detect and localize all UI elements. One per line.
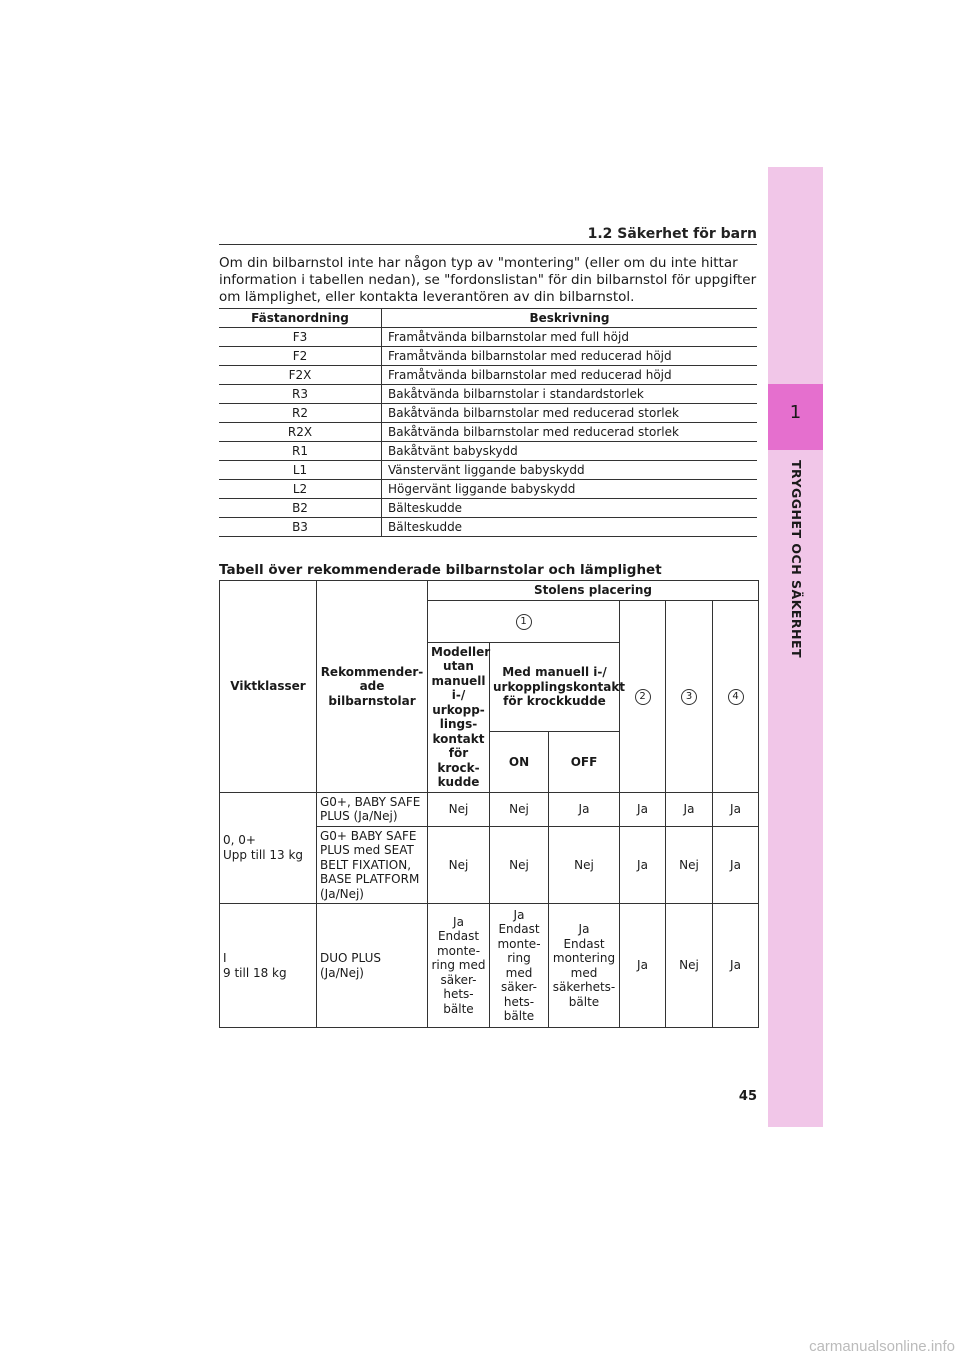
attachment-code: F2X [219,366,382,385]
seat-name: G0+, BABY SAFE PLUS (Ja/Nej) [317,792,428,826]
attachment-code: F3 [219,328,382,347]
value-cell: Ja [620,826,666,904]
attachment-row [219,442,757,461]
value-cell: Ja [713,792,759,826]
attachment-row [219,328,757,347]
attachment-description: Högervänt liggande babyskydd [382,480,758,499]
models-with-switch-header: Med manuell i-/ urkopplingskontakt för krockkudde [490,642,620,732]
value-cell: Nej [666,904,713,1028]
attachment-code: L2 [219,480,382,499]
on-header: ON [490,732,549,792]
value-cell: Nej [428,792,490,826]
value-cell: Ja [713,826,759,904]
value-cell: Ja [666,792,713,826]
watermark: carmanualsonline.info [809,1338,955,1355]
attachment-row [219,423,757,442]
header-rule [219,244,757,245]
off-header: OFF [549,732,620,792]
intro-paragraph: Om din bilbarnstol inte har någon typ av "montering" (eller om du inte hittar information i tabellen nedan), se "fordonslistan" för din bilbarnstol för uppgifter om lämplighet, eller kontakta leverantören av din bilbarnstol. [219,255,757,305]
value-cell: Ja [713,904,759,1028]
position-3-header [666,600,713,792]
models-without-switch-header: Modeller utan manuell i-/ urkopp- lings- kontakt för krock- kudde [428,642,490,792]
attachment-code: R3 [219,385,382,404]
attachment-code: L1 [219,461,382,480]
attachment-description: Bakåtvända bilbarnstolar med reducerad storlek [382,404,758,423]
attachment-code: B3 [219,518,382,537]
attachment-row [219,404,757,423]
attachment-row [219,366,757,385]
value-cell: Nej [490,826,549,904]
attachment-description: Bälteskudde [382,499,758,518]
attachment-code: B2 [219,499,382,518]
value-cell: Ja [620,792,666,826]
position-1-header [428,600,620,642]
attachment-row [219,347,757,366]
table-title: Tabell över rekommenderade bilbarnstolar och lämplighet [219,562,662,578]
position-3-icon: 3 [681,689,697,705]
attachment-row [219,480,757,499]
attachment-description: Framåtvända bilbarnstolar med reducerad höjd [382,347,758,366]
attachment-code: R1 [219,442,382,461]
col-header-weight: Viktklasser [220,581,317,793]
value-cell: Ja [549,792,620,826]
value-cell: Nej [490,792,549,826]
attachment-description: Bakåtvända bilbarnstolar i standardstorlek [382,385,758,404]
position-2-icon: 2 [635,689,651,705]
value-cell: Ja Endast monte- ring med säker- hets- bälte [490,904,549,1028]
attachment-description: Bälteskudde [382,518,758,537]
attachment-description: Framåtvända bilbarnstolar med reducerad höjd [382,366,758,385]
col-header-description: Beskrivning [382,309,758,328]
attachment-description: Bakåtvända bilbarnstolar med reducerad storlek [382,423,758,442]
page-number: 45 [738,1089,757,1104]
attachment-row [219,385,757,404]
section-header: 1.2 Säkerhet för barn [587,226,757,242]
position-2-header [620,600,666,792]
col-header-attachment: Fästanordning [219,309,382,328]
value-cell: Nej [666,826,713,904]
attachment-row [219,518,757,537]
attachment-code: F2 [219,347,382,366]
seat-name: DUO PLUS (Ja/Nej) [317,904,428,1028]
attachment-row [219,499,757,518]
chapter-label: TRYGGHET OCH SÄKERHET [789,460,804,659]
attachment-description: Bakåtvänt babyskydd [382,442,758,461]
col-header-recommended: Rekommender- ade bilbarnstolar [317,581,428,793]
chapter-number: 1 [789,402,802,423]
attachment-description: Framåtvända bilbarnstolar med full höjd [382,328,758,347]
value-cell: Nej [428,826,490,904]
position-1-icon: 1 [516,614,532,630]
col-header-position: Stolens placering [428,581,759,601]
suitability-table [219,580,759,1028]
seat-name: G0+ BABY SAFE PLUS med SEAT BELT FIXATION, BASE PLATFORM (Ja/Nej) [317,826,428,904]
weight-group-0: 0, 0+ Upp till 13 kg [220,792,317,904]
attachment-code: R2X [219,423,382,442]
attachment-table [219,308,757,537]
position-4-header [713,600,759,792]
value-cell: Ja [620,904,666,1028]
value-cell: Ja Endast monte- ring med säker- hets- bälte [428,904,490,1028]
weight-group-1: I 9 till 18 kg [220,904,317,1028]
attachment-description: Vänstervänt liggande babyskydd [382,461,758,480]
value-cell: Nej [549,826,620,904]
attachment-row [219,461,757,480]
position-4-icon: 4 [728,689,744,705]
attachment-code: R2 [219,404,382,423]
value-cell: Ja Endast montering med säkerhets- bälte [549,904,620,1028]
